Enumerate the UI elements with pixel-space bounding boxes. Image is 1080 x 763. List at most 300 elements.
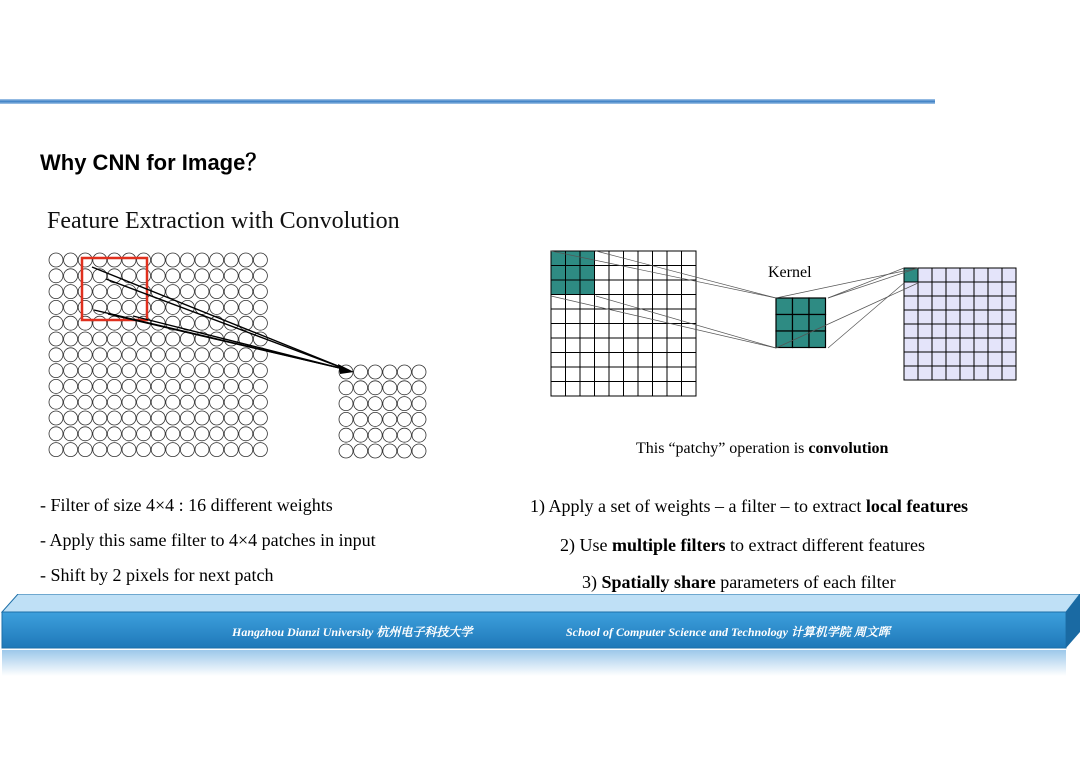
input-neuron [253,300,267,314]
input-neuron [49,379,63,393]
input-neuron [180,285,194,299]
input-neuron [239,379,253,393]
input-cell [566,309,581,324]
right-point-3 [582,572,896,593]
input-cell [624,295,639,310]
input-cell [638,309,653,324]
input-cell [566,367,581,382]
kernel-cell [776,315,793,332]
input-neuron [224,411,238,425]
caption-text: This “patchy” operation is [636,440,809,457]
input-neuron [137,364,151,378]
input-cell [551,353,566,368]
input-cell [682,382,697,397]
output-cell [932,366,946,380]
input-neuron [107,285,121,299]
input-neuron [253,285,267,299]
input-cell [624,324,639,339]
caption-bold: convolution [808,440,889,457]
point-3-bold: Spatially share [601,572,716,592]
input-cell [638,251,653,266]
point-1-bold: local features [865,496,969,516]
input-neuron [166,348,180,362]
input-neuron [210,269,224,283]
output-cell [988,338,1002,352]
input-cell [566,338,581,353]
input-neuron [137,253,151,267]
input-neuron [151,348,165,362]
input-cell [682,324,697,339]
input-neuron [64,395,78,409]
input-cell [580,353,595,368]
input-neuron [210,395,224,409]
input-cell [667,251,682,266]
output-cell [946,268,960,282]
input-neuron [210,364,224,378]
output-cell [974,324,988,338]
input-neuron [107,253,121,267]
input-neuron [64,285,78,299]
output-neuron [383,381,397,395]
output-neuron [397,412,411,426]
input-neuron [107,300,121,314]
output-cell [946,352,960,366]
input-neuron [107,364,121,378]
input-neuron [166,285,180,299]
kernel-cell [793,315,810,332]
input-neuron [122,332,136,346]
output-cell [974,338,988,352]
output-cell [904,310,918,324]
input-neuron [195,269,209,283]
input-neuron [78,332,92,346]
input-cell [551,266,566,281]
input-cell [624,353,639,368]
output-cell [1002,296,1016,310]
input-cell [551,382,566,397]
input-cell [609,324,624,339]
input-neuron [49,443,63,457]
input-cell [653,338,668,353]
input-neuron [122,443,136,457]
output-cell [946,366,960,380]
output-neuron [383,397,397,411]
input-neuron [224,269,238,283]
input-neuron [78,253,92,267]
input-neuron [137,443,151,457]
input-neuron [137,300,151,314]
slide-subtitle: Feature Extraction with Convolution [47,208,400,234]
input-neuron [180,253,194,267]
output-cell [904,366,918,380]
input-neuron [93,411,107,425]
input-cell [682,338,697,353]
right-point-2 [560,535,925,556]
input-cell [682,266,697,281]
point-3-text: 3) [582,572,602,592]
output-neuron [397,397,411,411]
output-neuron [339,381,353,395]
input-neuron [64,348,78,362]
input-neuron [93,348,107,362]
output-neuron-grid [339,365,426,458]
input-neuron [64,300,78,314]
neuron-grid-figure [48,252,438,474]
input-cell [638,266,653,281]
input-neuron [239,411,253,425]
input-cell [653,324,668,339]
input-neuron [166,411,180,425]
output-neuron [383,428,397,442]
input-cell [595,353,610,368]
output-cell [946,282,960,296]
input-neuron [166,379,180,393]
input-cell [595,266,610,281]
input-neuron [64,364,78,378]
output-neuron [383,444,397,458]
output-cell [960,324,974,338]
output-neuron [354,428,368,442]
input-cell [624,309,639,324]
input-neuron [78,300,92,314]
input-cell [638,353,653,368]
input-neuron [253,364,267,378]
input-cell [667,295,682,310]
input-neuron [64,427,78,441]
kernel-grid [776,298,826,348]
input-cell [667,353,682,368]
convolution-caption [636,440,888,458]
input-cell [638,382,653,397]
input-cell [624,280,639,295]
output-cell [932,282,946,296]
output-neuron [339,412,353,426]
input-neuron [93,285,107,299]
input-neuron [224,443,238,457]
input-neuron [180,379,194,393]
input-neuron [49,427,63,441]
input-neuron [78,285,92,299]
input-neuron [195,253,209,267]
output-cell [946,324,960,338]
output-cell [918,366,932,380]
input-neuron [239,300,253,314]
input-cell [580,324,595,339]
input-neuron [49,285,63,299]
input-cell [653,367,668,382]
output-cell [904,296,918,310]
slide-title: Why CNN for Image？ [40,150,268,175]
output-cell [1002,352,1016,366]
kernel-cell [809,331,826,348]
input-cell [609,353,624,368]
input-neuron [122,269,136,283]
input-neuron [210,443,224,457]
input-neuron [93,253,107,267]
output-cell [960,282,974,296]
input-neuron [151,364,165,378]
point-2-tail: to extract different features [725,535,926,555]
input-cell [566,382,581,397]
input-cell [595,382,610,397]
input-cell [609,280,624,295]
input-neuron [107,395,121,409]
input-neuron [151,443,165,457]
input-neuron [151,253,165,267]
input-neuron [137,411,151,425]
input-cell [551,367,566,382]
input-neuron [195,316,209,330]
input-neuron [122,411,136,425]
output-neuron [368,365,382,379]
input-cell [566,324,581,339]
output-neuron [412,365,426,379]
input-cell [638,280,653,295]
input-neuron [210,411,224,425]
input-cell [551,338,566,353]
kernel-cell [809,315,826,332]
input-neuron [195,395,209,409]
point-2-text: 2) Use [560,535,612,555]
input-neuron [151,411,165,425]
input-neuron [122,348,136,362]
input-neuron [49,411,63,425]
input-neuron [137,395,151,409]
input-neuron [78,316,92,330]
input-neuron [93,269,107,283]
output-neuron [354,381,368,395]
footer-university: Hangzhou Dianzi University 杭州电子科技大学 [232,625,473,639]
input-cell [682,295,697,310]
output-neuron [412,428,426,442]
output-feature-grid [904,268,1016,380]
output-cell [918,352,932,366]
input-neuron [122,379,136,393]
input-neuron [107,332,121,346]
output-cell [918,268,932,282]
input-cell [580,280,595,295]
output-neuron [354,412,368,426]
input-cell [653,280,668,295]
input-cell [580,338,595,353]
left-bullet-2: - Apply this same filter to 4×4 patches in input [40,530,376,550]
input-cell [580,309,595,324]
output-cell [1002,338,1016,352]
output-neuron [354,365,368,379]
input-cell [580,295,595,310]
input-neuron [195,364,209,378]
output-neuron [354,397,368,411]
input-cell [595,324,610,339]
input-neuron [107,316,121,330]
input-neuron [137,379,151,393]
input-neuron [239,269,253,283]
output-cell [932,324,946,338]
input-neuron [64,332,78,346]
input-neuron [137,269,151,283]
input-neuron [195,427,209,441]
output-cell [1002,310,1016,324]
input-neuron [166,395,180,409]
input-neuron [49,300,63,314]
output-cell [974,352,988,366]
input-neuron [151,269,165,283]
input-cell [624,382,639,397]
input-cell [667,382,682,397]
input-neuron [64,316,78,330]
input-neuron [224,395,238,409]
input-neuron [166,332,180,346]
input-neuron [180,427,194,441]
output-cell [988,268,1002,282]
output-neuron [339,397,353,411]
input-cell [653,353,668,368]
output-cell [974,366,988,380]
output-neuron [412,397,426,411]
input-neuron [151,300,165,314]
input-cell [609,266,624,281]
input-neuron [78,364,92,378]
input-neuron [122,285,136,299]
output-cell [904,338,918,352]
input-cell [609,367,624,382]
input-cell [566,353,581,368]
input-neuron [253,427,267,441]
output-neuron [368,412,382,426]
input-neuron [253,269,267,283]
input-neuron [122,427,136,441]
input-neuron [93,316,107,330]
output-cell [974,296,988,310]
output-cell [946,338,960,352]
input-neuron [49,332,63,346]
input-neuron [180,411,194,425]
output-cell [904,324,918,338]
point-3-tail: parameters of each filter [715,572,896,592]
input-cell [653,295,668,310]
input-neuron [64,379,78,393]
output-cell [960,296,974,310]
input-cell [580,367,595,382]
output-cell [988,296,1002,310]
output-cell [988,310,1002,324]
output-cell [918,324,932,338]
input-neuron [253,253,267,267]
kernel-cell [776,331,793,348]
left-bullet-1: - Filter of size 4×4 : 16 different weights [40,495,333,515]
input-neuron [180,348,194,362]
point-2-bold: multiple filters [612,535,726,555]
input-neuron [224,300,238,314]
input-cell [595,338,610,353]
input-cell [551,309,566,324]
output-cell [918,282,932,296]
input-cell [667,338,682,353]
input-neuron [239,364,253,378]
output-neuron [383,365,397,379]
kernel-cell [809,298,826,315]
input-cell [667,309,682,324]
input-neuron [239,253,253,267]
input-neuron [180,395,194,409]
input-neuron [166,427,180,441]
input-cell [653,251,668,266]
input-neuron [210,348,224,362]
input-cell [638,367,653,382]
input-neuron [49,316,63,330]
input-neuron [210,379,224,393]
input-neuron [224,379,238,393]
input-neuron [239,316,253,330]
input-cell [551,280,566,295]
input-neuron [224,285,238,299]
input-neuron [224,427,238,441]
input-neuron [107,379,121,393]
output-cell [946,310,960,324]
input-neuron [195,443,209,457]
output-neuron [368,397,382,411]
input-neuron [49,395,63,409]
input-neuron [49,253,63,267]
output-cell [1002,366,1016,380]
output-cell [918,310,932,324]
input-neuron [151,379,165,393]
input-cell [580,266,595,281]
output-neuron [368,381,382,395]
input-cell [653,382,668,397]
input-neuron [253,316,267,330]
input-neuron [224,253,238,267]
kernel-label: Kernel [768,264,812,281]
output-cell [932,352,946,366]
input-neuron [107,443,121,457]
input-cell [667,367,682,382]
input-cell [638,338,653,353]
input-neuron [64,411,78,425]
input-image-grid [551,251,696,396]
input-cell [624,338,639,353]
input-neuron [180,269,194,283]
input-cell [566,280,581,295]
point-1-text: 1) Apply a set of weights – a filter – to extract [530,496,866,516]
input-neuron [224,348,238,362]
input-neuron [64,253,78,267]
output-cell [988,324,1002,338]
output-cell [932,268,946,282]
output-cell [932,296,946,310]
input-neuron [137,332,151,346]
input-neuron [122,364,136,378]
input-neuron [166,253,180,267]
input-neuron [151,395,165,409]
input-neuron [93,332,107,346]
input-neuron [239,395,253,409]
input-neuron [107,348,121,362]
input-cell [595,280,610,295]
input-neuron [166,364,180,378]
input-neuron [253,443,267,457]
right-point-1 [530,496,968,517]
input-cell [624,251,639,266]
input-cell [638,324,653,339]
input-cell [566,251,581,266]
input-neuron [107,427,121,441]
input-neuron [166,269,180,283]
output-cell [988,282,1002,296]
output-cell [974,310,988,324]
output-neuron [368,444,382,458]
output-neuron [383,412,397,426]
